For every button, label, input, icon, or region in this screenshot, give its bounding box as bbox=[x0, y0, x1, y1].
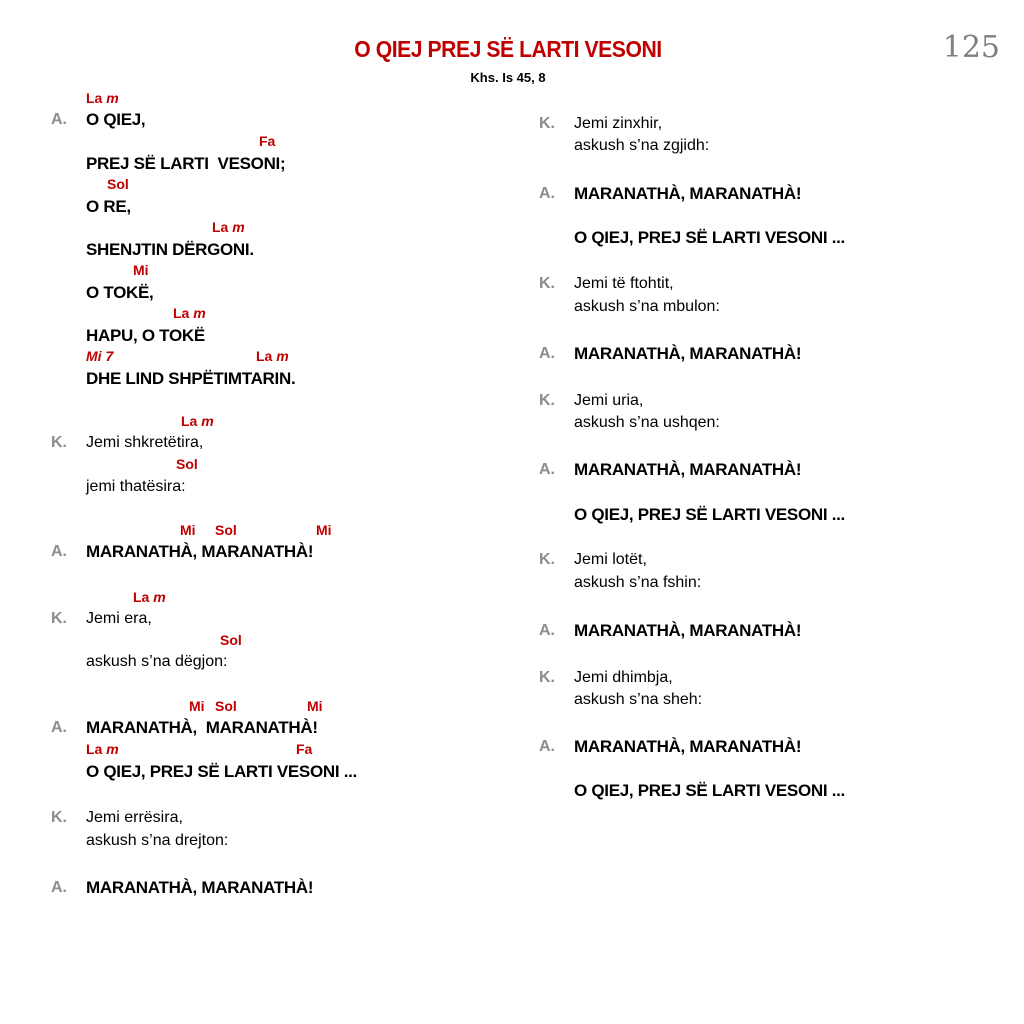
lyric-line: PREJ SË LARTI VESONI; bbox=[86, 154, 286, 173]
lyric-line: askush s’na dëgjon: bbox=[86, 653, 228, 670]
chord-label: Sol bbox=[176, 456, 198, 472]
lyric-line: MARANATHÀ, MARANATHÀ! bbox=[574, 460, 802, 479]
lyric-line: O TOKË, bbox=[86, 283, 154, 302]
scripture-reference: Khs. Is 45, 8 bbox=[470, 70, 546, 85]
lyric-line: Jemi uria, bbox=[574, 392, 644, 409]
verse-label: K. bbox=[51, 434, 67, 451]
chord-label: Mi bbox=[180, 522, 196, 538]
lyric-line: askush s’na mbulon: bbox=[574, 298, 720, 315]
verse-label: A. bbox=[51, 879, 67, 896]
lyric-line: MARANATHÀ, MARANATHÀ! bbox=[574, 737, 802, 756]
verse-label: K. bbox=[51, 809, 67, 826]
lyric-line: askush s’na drejton: bbox=[86, 832, 229, 849]
verse-label: A. bbox=[539, 345, 555, 362]
verse-label: A. bbox=[51, 111, 67, 128]
verse-label: A. bbox=[51, 543, 67, 560]
verse-label: A. bbox=[539, 622, 555, 639]
chord-label: Mi bbox=[189, 698, 205, 714]
lyric-line: HAPU, O TOKË bbox=[86, 326, 205, 345]
lyric-line: O RE, bbox=[86, 197, 131, 216]
lyric-line: askush s’na zgjidh: bbox=[574, 137, 710, 154]
verse-label: A. bbox=[539, 738, 555, 755]
lyric-line: askush s’na fshin: bbox=[574, 574, 702, 591]
lyric-line: Jemi dhimbja, bbox=[574, 669, 673, 686]
lyric-line: Jemi errësira, bbox=[86, 809, 183, 826]
chord-label: Sol bbox=[107, 176, 129, 192]
lyric-line: Jemi të ftohtit, bbox=[574, 275, 674, 292]
chord-label: Sol bbox=[220, 632, 242, 648]
verse-label: K. bbox=[539, 115, 555, 132]
lyric-line: MARANATHÀ, MARANATHÀ! bbox=[574, 184, 802, 203]
verse-label: A. bbox=[539, 461, 555, 478]
lyric-line: Jemi zinxhir, bbox=[574, 115, 663, 132]
chord-label: La m bbox=[181, 413, 214, 429]
song-title: O QIEJ PREJ SË LARTI VESONI bbox=[354, 36, 662, 62]
lyric-line: O QIEJ, PREJ SË LARTI VESONI ... bbox=[574, 781, 845, 800]
chord-label: La m bbox=[86, 741, 119, 757]
chord-label: Fa bbox=[296, 741, 313, 757]
verse-label: K. bbox=[539, 551, 555, 568]
verse-label: K. bbox=[539, 669, 555, 686]
lyric-line: MARANATHÀ, MARANATHÀ! bbox=[574, 344, 802, 363]
lyric-line: O QIEJ, PREJ SË LARTI VESONI ... bbox=[574, 228, 845, 247]
lyric-line: SHENJTIN DËRGONI. bbox=[86, 240, 254, 259]
verse-label: A. bbox=[51, 719, 67, 736]
verse-label: K. bbox=[539, 392, 555, 409]
chord-label: La m bbox=[256, 348, 289, 364]
chord-label: La m bbox=[133, 589, 166, 605]
verse-label: K. bbox=[51, 610, 67, 627]
lyric-line: O QIEJ, bbox=[86, 110, 146, 129]
chord-label: Fa bbox=[259, 133, 276, 149]
chord-label: La m bbox=[86, 90, 119, 106]
verse-label: A. bbox=[539, 185, 555, 202]
lyric-line: O QIEJ, PREJ SË LARTI VESONI ... bbox=[86, 762, 357, 781]
chord-label: Sol bbox=[215, 522, 237, 538]
lyric-line: MARANATHÀ, MARANATHÀ! bbox=[574, 621, 802, 640]
chord-label: Mi bbox=[307, 698, 323, 714]
lyric-line: MARANATHÀ, MARANATHÀ! bbox=[86, 718, 318, 737]
lyric-line: jemi thatësira: bbox=[86, 478, 186, 495]
chord-label: Sol bbox=[215, 698, 237, 714]
verse-label: K. bbox=[539, 275, 555, 292]
lyric-line: DHE LIND SHPËTIMTARIN. bbox=[86, 369, 296, 388]
lyric-line: askush s’na sheh: bbox=[574, 691, 703, 708]
chord-label: La m bbox=[173, 305, 206, 321]
page-number: 125 bbox=[942, 30, 1000, 65]
lyric-line: askush s’na ushqen: bbox=[574, 414, 720, 431]
chord-label: La m bbox=[212, 219, 245, 235]
lyric-line: Jemi shkretëtira, bbox=[86, 434, 204, 451]
lyric-line: MARANATHÀ, MARANATHÀ! bbox=[86, 542, 314, 561]
lyric-line: O QIEJ, PREJ SË LARTI VESONI ... bbox=[574, 505, 845, 524]
lyric-line: Jemi era, bbox=[86, 610, 152, 627]
chord-label: Mi bbox=[133, 262, 149, 278]
chord-label: Mi 7 bbox=[86, 348, 114, 364]
lyric-line: MARANATHÀ, MARANATHÀ! bbox=[86, 878, 314, 897]
lyric-line: Jemi lotët, bbox=[574, 551, 647, 568]
chord-label: Mi bbox=[316, 522, 332, 538]
